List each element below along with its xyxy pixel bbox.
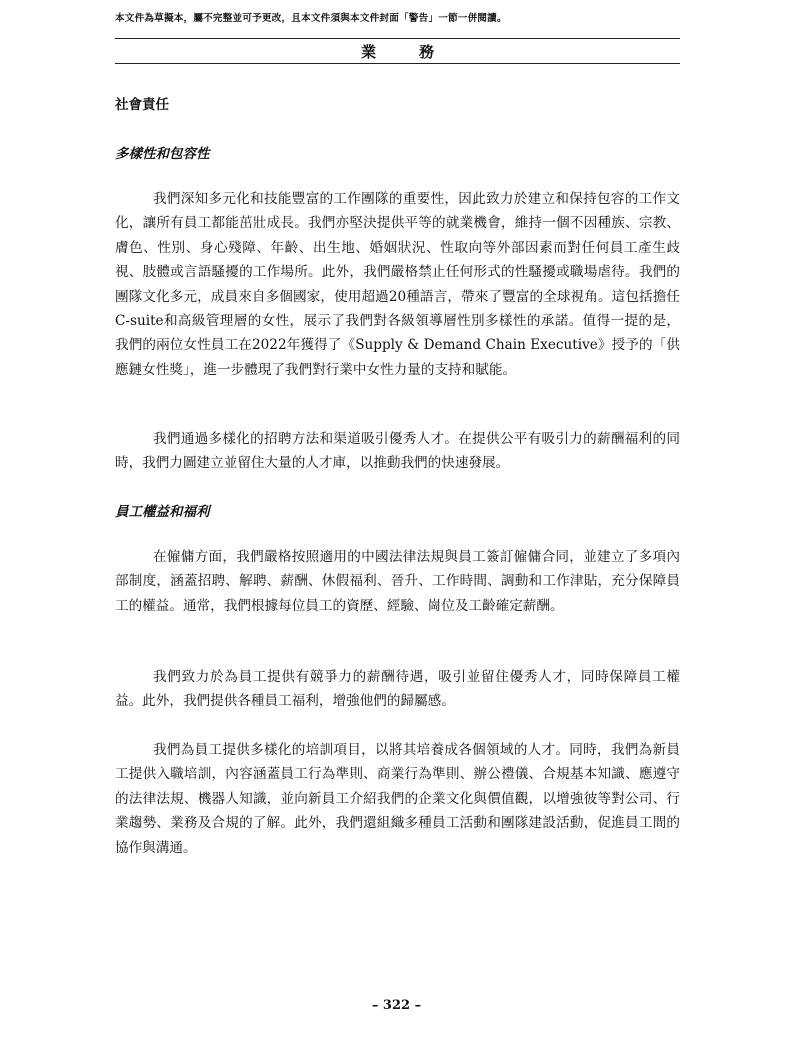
paragraph-diversity-2: 我們通過多樣化的招聘方法和渠道吸引優秀人才。在提供公平有吸引力的薪酬福利的同時，我們力圖建立並留住大量的人才庫，以推動我們的快速發展。 — [115, 431, 680, 472]
paragraph-diversity-1: 我們深知多元化和技能豐富的工作團隊的重要性，因此致力於建立和保持包容的工作文化，讓所有員工都能茁壯成長。我們亦堅決提供平等的就業機會，維持一個不因種族、宗教、膚色、性別、身心殘障、年齡、出生地、婚姻狀況、性取向等外部因素而對任何員工產生歧視、肢體或言語騷擾的工作場所。此外，我們嚴格禁止任何形式的性騷擾或職場虐待。我們的團隊文化多元，成員來自多個國家，使用超過20種語言，帶來了豐富的全球視角。這包括擔任C-suite和高級管理層的女性，展示了我們對各級領導層性別多樣性的承諾。值得一提的是，我們的兩位女性員工在2022年獲得了《Supply & Demand Chain Executive》授予的「供應鏈女性獎」，進一步體現了我們對行業中女性力量的支持和賦能。 — [115, 191, 680, 378]
paragraph-employment: 在僱傭方面，我們嚴格按照適用的中國法律法規與員工簽訂僱傭合同，並建立了多項內部制度，涵蓋招聘、解聘、薪酬、休假福利、晉升、工作時間、調動和工作津貼，充分保障員工的權益。通常，我們根據每位員工的資歷、經驗、崗位及工齡確定薪酬。 — [115, 549, 680, 614]
subheading-employee-rights: 員工權益和福利 — [115, 504, 210, 520]
header-rule-top — [115, 38, 680, 39]
paragraph-compensation: 我們致力於為員工提供有競爭力的薪酬待遇，吸引並留住優秀人才，同時保障員工權益。此外，我們提供各種員工福利，增強他們的歸屬感。 — [115, 669, 680, 710]
draft-notice: 本文件為草擬本，屬不完整並可予更改，且本文件須與本文件封面「警告」一節一併閱讀。 — [115, 13, 507, 24]
heading-social-responsibility: 社會責任 — [115, 97, 169, 113]
page-number: – 322 – — [371, 998, 422, 1013]
section-title: 業 務 — [360, 43, 448, 61]
paragraph-training: 我們為員工提供多樣化的培訓項目，以將其培養成各個領域的人才。同時，我們為新員工提供入職培訓，內容涵蓋員工行為準則、商業行為準則、辦公禮儀、合規基本知識、應遵守的法律法規、機器人知識，並向新員工介紹我們的企業文化與價值觀，以增強彼等對公司、行業趨勢、業務及合規的了解。此外，我們還組織多種員工活動和團隊建設活動，促進員工間的協作與溝通。 — [115, 742, 680, 856]
header-rule-bottom — [115, 63, 680, 64]
subheading-diversity: 多樣性和包容性 — [115, 146, 210, 162]
